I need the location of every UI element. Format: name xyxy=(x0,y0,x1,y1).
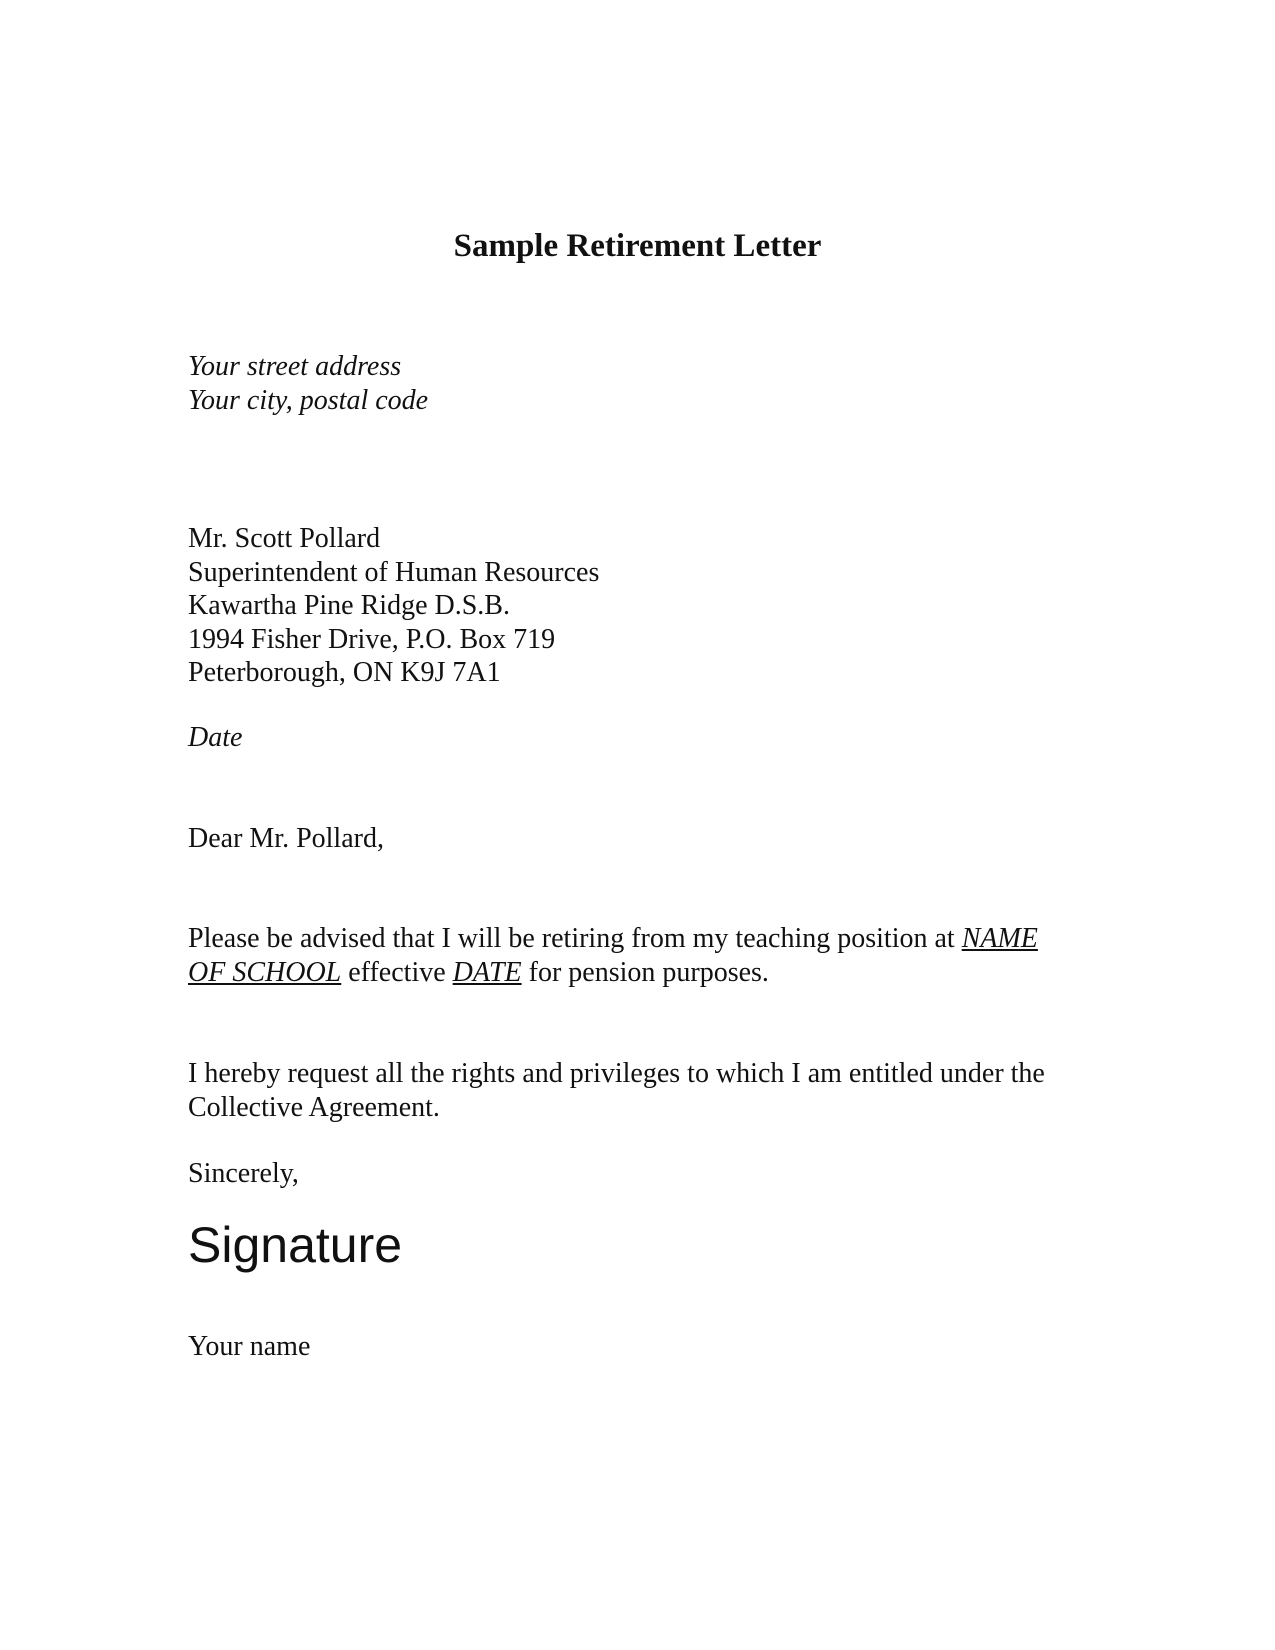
paragraph-line: I hereby request all the rights and privileges to which I am entitled under the xyxy=(188,1058,1045,1089)
paragraph-retirement-notice xyxy=(188,922,1038,989)
paragraph-text: Please be advised that I will be retiring from my teaching position at xyxy=(188,923,962,954)
sender-city: Your city, postal code xyxy=(188,384,429,416)
paragraph-rights-request xyxy=(188,1057,1045,1124)
signature-placeholder: Signature xyxy=(188,1217,403,1273)
salutation: Dear Mr. Pollard, xyxy=(188,823,384,854)
letter-title: Sample Retirement Letter xyxy=(453,228,822,264)
paragraph-line xyxy=(188,956,1038,990)
school-name-placeholder-continued: OF SCHOOL xyxy=(188,956,342,988)
date-placeholder: DATE xyxy=(452,956,522,988)
letter-date: Date xyxy=(188,722,243,753)
recipient-street: 1994 Fisher Drive, P.O. Box 719 xyxy=(188,623,556,655)
sender-address xyxy=(188,350,428,417)
paragraph-line: Collective Agreement. xyxy=(188,1091,440,1123)
sender-street: Your street address xyxy=(188,351,402,382)
recipient-city: Peterborough, ON K9J 7A1 xyxy=(188,657,501,688)
paragraph-text: for pension purposes. xyxy=(521,956,769,988)
paragraph-line xyxy=(188,922,1038,956)
signer-name: Your name xyxy=(188,1331,311,1362)
paragraph-text: effective xyxy=(341,956,453,988)
closing: Sincerely, xyxy=(188,1158,299,1189)
recipient-position: Superintendent of Human Resources xyxy=(188,556,600,588)
school-name-placeholder: NAME xyxy=(961,923,1038,954)
recipient-organization: Kawartha Pine Ridge D.S.B. xyxy=(188,590,510,621)
recipient-name: Mr. Scott Pollard xyxy=(188,523,381,554)
recipient-address xyxy=(188,522,599,690)
